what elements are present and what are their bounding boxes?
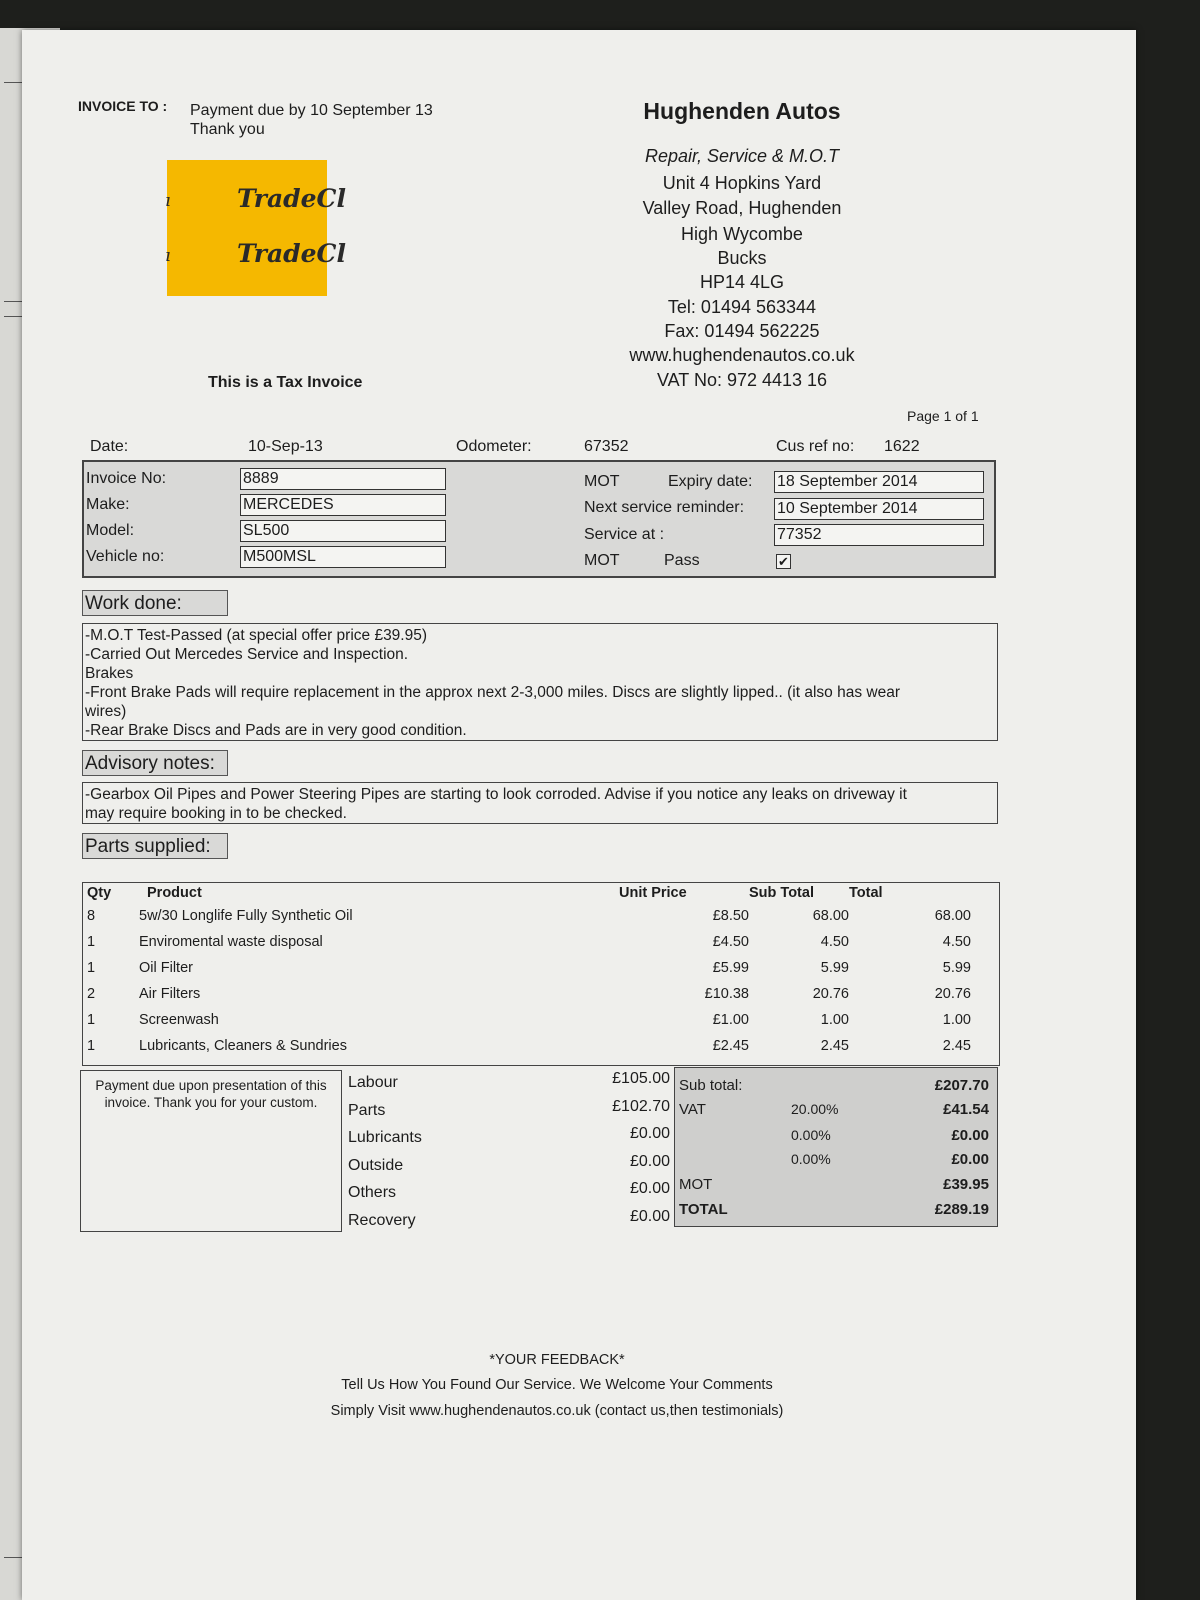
grand-total-label: TOTAL — [679, 1201, 728, 1218]
parts-heading: Parts supplied: — [82, 833, 228, 859]
breakdown-label: Outside — [348, 1156, 404, 1174]
cus-ref-label: Cus ref no: — [776, 438, 855, 455]
date-label: Date: — [90, 438, 129, 455]
part-total: 5.99 — [942, 960, 971, 976]
part-qty: 8 — [87, 908, 96, 924]
work-line: -Carried Out Mercedes Service and Inspection. — [85, 646, 409, 663]
subtotal-row — [679, 1077, 989, 1101]
subtotal-value: £207.70 — [934, 1077, 989, 1094]
vehicle-details — [82, 460, 996, 578]
work-line: -Front Brake Pads will require replacement in the approx next 2-3,000 miles. Discs are slightly lipped.. (it also has wear — [85, 684, 900, 701]
breakdown-row — [348, 1125, 670, 1153]
payment-note: Payment due upon presentation of this invoice. Thank you for your custom. — [80, 1070, 342, 1232]
company-fax: Fax: 01494 562225 — [664, 321, 820, 341]
part-product: Lubricants, Cleaners & Sundries — [139, 1038, 347, 1054]
part-total: 1.00 — [942, 1012, 971, 1028]
parts-row — [83, 981, 999, 1007]
work-line: Brakes — [85, 665, 134, 682]
part-qty: 1 — [87, 934, 96, 950]
breakdown-label: Labour — [348, 1074, 398, 1091]
advisory-box — [82, 782, 998, 824]
vat-row — [679, 1101, 989, 1125]
address-line: High Wycombe — [681, 224, 803, 244]
part-sub-total: 1.00 — [820, 1012, 849, 1028]
payment-due: Payment due by 10 September 13 — [190, 102, 433, 119]
totals-box — [674, 1067, 998, 1227]
vehicle-no-label: Vehicle no: — [86, 548, 165, 565]
part-sub-total: 68.00 — [812, 908, 849, 924]
part-sub-total: 4.50 — [820, 934, 849, 950]
part-product: 5w/30 Longlife Fully Synthetic Oil — [139, 908, 353, 924]
advisory-line: may require booking in to be checked. — [85, 805, 347, 822]
grand-total-row — [679, 1201, 989, 1225]
advisory-heading: Advisory notes: — [82, 750, 228, 776]
mot-total-label: MOT — [679, 1176, 713, 1193]
part-product: Air Filters — [139, 986, 201, 1002]
rate-amount: £0.00 — [951, 1151, 989, 1168]
breakdown-row — [348, 1098, 670, 1126]
breakdown-value: £0.00 — [629, 1180, 670, 1197]
part-sub-total: 2.45 — [820, 1038, 849, 1054]
work-line: wires) — [85, 703, 127, 720]
page-number: Page 1 of 1 — [907, 408, 979, 424]
feedback-line: Simply Visit www.hughendenautos.co.uk (contact us,then testimonials) — [330, 1403, 784, 1419]
part-total: 2.45 — [942, 1038, 971, 1054]
parts-table-box — [82, 882, 1000, 1066]
rate-row — [679, 1151, 989, 1175]
work-done-heading: Work done: — [82, 590, 228, 616]
rate-value: 0.00% — [791, 1127, 831, 1143]
cus-ref-value: 1622 — [884, 438, 920, 455]
feedback-line: Tell Us How You Found Our Service. We Welcome Your Comments — [341, 1377, 773, 1393]
invoice-page — [22, 30, 1136, 1600]
make-label: Make: — [86, 496, 130, 513]
rate-row — [679, 1127, 989, 1151]
parts-row — [83, 903, 999, 929]
part-qty: 2 — [87, 986, 96, 1002]
part-total: 68.00 — [934, 908, 971, 924]
work-done-box — [82, 623, 998, 741]
pass-label: Pass — [664, 552, 700, 569]
invoice-date: 10-Sep-13 — [248, 438, 323, 455]
vat-label: VAT — [679, 1101, 706, 1118]
model-label: Model: — [86, 522, 135, 539]
make-field: MERCEDES — [240, 494, 446, 516]
rate-value: 0.00% — [791, 1151, 831, 1167]
service-at-field: 77352 — [774, 524, 984, 546]
address-line: Bucks — [717, 248, 767, 268]
mot-row — [679, 1176, 989, 1200]
vehicle-no-field: M500MSL — [240, 546, 446, 568]
part-unit-price: £1.00 — [712, 1012, 749, 1028]
address-line: HP14 4LG — [699, 272, 785, 292]
work-line: -M.O.T Test-Passed (at special offer price £39.95) — [85, 627, 428, 644]
address-line: Valley Road, Hughenden — [642, 198, 842, 218]
sub-total-header: Sub Total — [749, 885, 814, 901]
breakdown-value: £0.00 — [629, 1125, 670, 1142]
odometer-value: 67352 — [584, 438, 629, 455]
part-qty: 1 — [87, 1012, 96, 1028]
feedback-title: *YOUR FEEDBACK* — [489, 1352, 625, 1368]
parts-header-row — [83, 883, 999, 903]
grand-total-value: £289.19 — [934, 1201, 989, 1218]
company-tel: Tel: 01494 563344 — [667, 297, 817, 317]
tax-invoice-label: This is a Tax Invoice — [208, 374, 363, 391]
part-unit-price: £2.45 — [712, 1038, 749, 1054]
address-line: Unit 4 Hopkins Yard — [662, 173, 822, 193]
breakdown-label: Lubricants — [348, 1129, 422, 1146]
parts-row — [83, 1007, 999, 1033]
next-service-label: Next service reminder: — [584, 499, 745, 516]
breakdown-value: £102.70 — [612, 1097, 670, 1115]
mot-label: MOT — [584, 473, 620, 490]
model-field: SL500 — [240, 520, 446, 542]
company-website: www.hughendenautos.co.uk — [629, 345, 855, 365]
mot-expiry-field: 18 September 2014 — [774, 471, 984, 493]
odometer-label: Odometer: — [456, 438, 532, 455]
advisory-line: -Gearbox Oil Pipes and Power Steering Pipes are starting to look corroded. Advise if you notice any leaks on driveway it — [85, 786, 907, 803]
invoice-no-field: 8889 — [240, 468, 446, 490]
company-name: Hughenden Autos — [643, 98, 841, 124]
parts-table — [83, 883, 999, 1059]
part-sub-total: 5.99 — [820, 960, 849, 976]
part-unit-price: £8.50 — [712, 908, 749, 924]
vat-number: VAT No: 972 4413 16 — [656, 370, 828, 390]
expiry-label: Expiry date: — [668, 473, 753, 490]
part-product: Screenwash — [139, 1012, 219, 1028]
breakdown-value: £105.00 — [612, 1070, 670, 1087]
part-total: 20.76 — [934, 986, 971, 1002]
part-total: 4.50 — [942, 934, 971, 950]
logo-text: TradeCl — [237, 184, 346, 213]
thank-you: Thank you — [190, 121, 265, 138]
part-qty: 1 — [87, 1038, 96, 1054]
breakdown-row — [348, 1208, 670, 1236]
next-service-field: 10 September 2014 — [774, 498, 984, 520]
qty-header: Qty — [87, 885, 112, 901]
part-unit-price: £10.38 — [704, 986, 749, 1002]
breakdown-value: £0.00 — [629, 1152, 670, 1170]
invoice-no-label: Invoice No: — [86, 470, 167, 487]
breakdown-label: Recovery — [348, 1211, 416, 1229]
part-product: Oil Filter — [139, 960, 193, 976]
parts-row — [83, 1033, 999, 1059]
invoice-to-label: INVOICE TO : — [78, 98, 168, 114]
product-header: Product — [147, 885, 202, 901]
breakdown-row — [348, 1180, 670, 1208]
company-tagline: Repair, Service & M.O.T — [644, 146, 840, 166]
breakdown-row — [348, 1070, 670, 1098]
breakdown-label: Others — [348, 1184, 397, 1201]
unit-price-header: Unit Price — [619, 885, 687, 901]
mot-status-label: MOT — [584, 552, 620, 569]
rate-amount: £0.00 — [951, 1127, 989, 1144]
breakdown-value: £0.00 — [629, 1207, 670, 1225]
mot-total-value: £39.95 — [943, 1176, 989, 1193]
parts-row — [83, 955, 999, 981]
logo-text: TradeCl — [237, 239, 346, 268]
trade-logo: ı TradeCl ı TradeCl — [167, 160, 327, 296]
vat-value: £41.54 — [943, 1101, 989, 1118]
cost-breakdown — [348, 1070, 670, 1235]
part-qty: 1 — [87, 960, 96, 976]
pass-checkbox: ✔ — [776, 554, 791, 569]
breakdown-row — [348, 1153, 670, 1181]
subtotal-label: Sub total: — [679, 1077, 743, 1094]
part-unit-price: £5.99 — [712, 960, 749, 976]
total-header: Total — [849, 885, 883, 901]
part-product: Enviromental waste disposal — [139, 934, 323, 950]
part-sub-total: 20.76 — [812, 986, 849, 1002]
service-at-label: Service at : — [584, 526, 665, 543]
parts-row — [83, 929, 999, 955]
vat-rate: 20.00% — [791, 1101, 839, 1117]
work-line: -Rear Brake Discs and Pads are in very good condition. — [85, 722, 467, 739]
breakdown-label: Parts — [348, 1101, 386, 1119]
part-unit-price: £4.50 — [712, 934, 749, 950]
